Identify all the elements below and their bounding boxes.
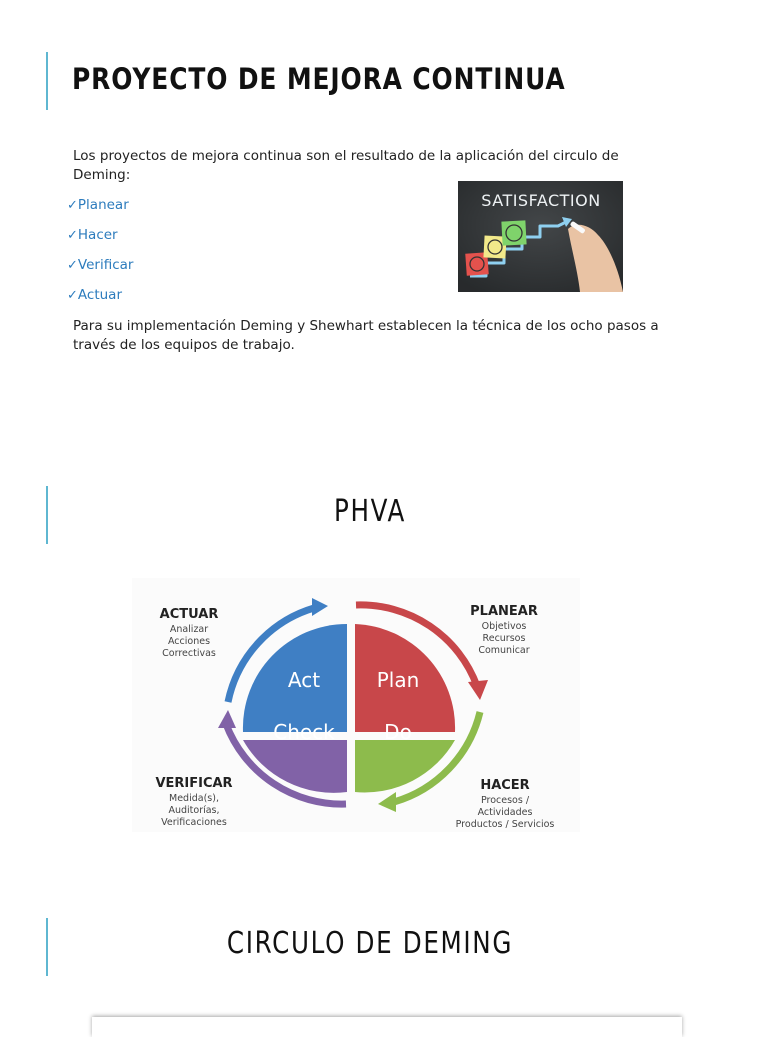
satisfaction-text: SATISFACTION	[481, 191, 601, 210]
actuar-line: Analizar	[169, 624, 209, 635]
slide3-title: CIRCULO DE DEMING	[226, 926, 514, 961]
actuar-line: Acciones	[167, 636, 211, 647]
intro-paragraph: Los proyectos de mejora continua son el resultado de la aplicación del circulo de Deming:	[73, 148, 619, 183]
satisfaction-chalkboard-image	[458, 181, 623, 292]
actuar-heading: ACTUAR	[159, 607, 219, 622]
slide1-accent-bar	[46, 52, 48, 110]
verificar-line: Auditorías,	[168, 805, 220, 816]
bullet-hacer	[67, 225, 133, 255]
planear-heading: PLANEAR	[470, 604, 538, 619]
slide2-accent-bar	[46, 486, 48, 544]
checkmark-icon: ✓	[67, 228, 78, 243]
verificar-line: Medida(s),	[169, 793, 219, 804]
bullet-verificar	[67, 255, 133, 285]
checkmark-icon: ✓	[67, 258, 78, 273]
actuar-line: Correctivas	[162, 648, 216, 659]
bullet-label: Hacer	[77, 227, 118, 243]
checkmark-icon: ✓	[67, 198, 78, 213]
bullet-actuar	[67, 285, 133, 315]
phva-diagram	[132, 578, 580, 832]
pdca-bullet-list	[67, 195, 133, 315]
checkmark-icon: ✓	[67, 288, 78, 303]
bullet-planear	[67, 195, 133, 225]
do-label: Do	[384, 720, 412, 744]
act-label: Act	[287, 668, 321, 692]
plan-label: Plan	[376, 668, 420, 692]
bullet-label: Verificar	[77, 257, 134, 273]
verificar-line: Verificaciones	[161, 817, 227, 828]
bullet-label: Planear	[77, 197, 129, 213]
planear-line: Recursos	[482, 633, 526, 644]
slide2-title: PHVA	[334, 494, 406, 529]
hacer-heading: HACER	[480, 778, 530, 793]
slide3-accent-bar	[46, 918, 48, 976]
check-label: Check	[273, 720, 335, 744]
hacer-line: Actividades	[477, 807, 533, 818]
verificar-heading: VERIFICAR	[155, 776, 233, 791]
slide1-title: PROYECTO DE MEJORA CONTINUA	[72, 62, 566, 96]
next-slide-card	[92, 1017, 682, 1037]
planear-line: Objetivos	[481, 621, 527, 632]
hacer-line: Productos / Servicios	[455, 819, 555, 830]
hacer-line: Procesos /	[480, 795, 530, 806]
bullet-label: Actuar	[77, 287, 122, 303]
closing-paragraph: Para su implementación Deming y Shewhart establecen la técnica de los ocho pasos a través de los equipos de trabajo.	[73, 318, 659, 353]
planear-line: Comunicar	[478, 645, 530, 656]
